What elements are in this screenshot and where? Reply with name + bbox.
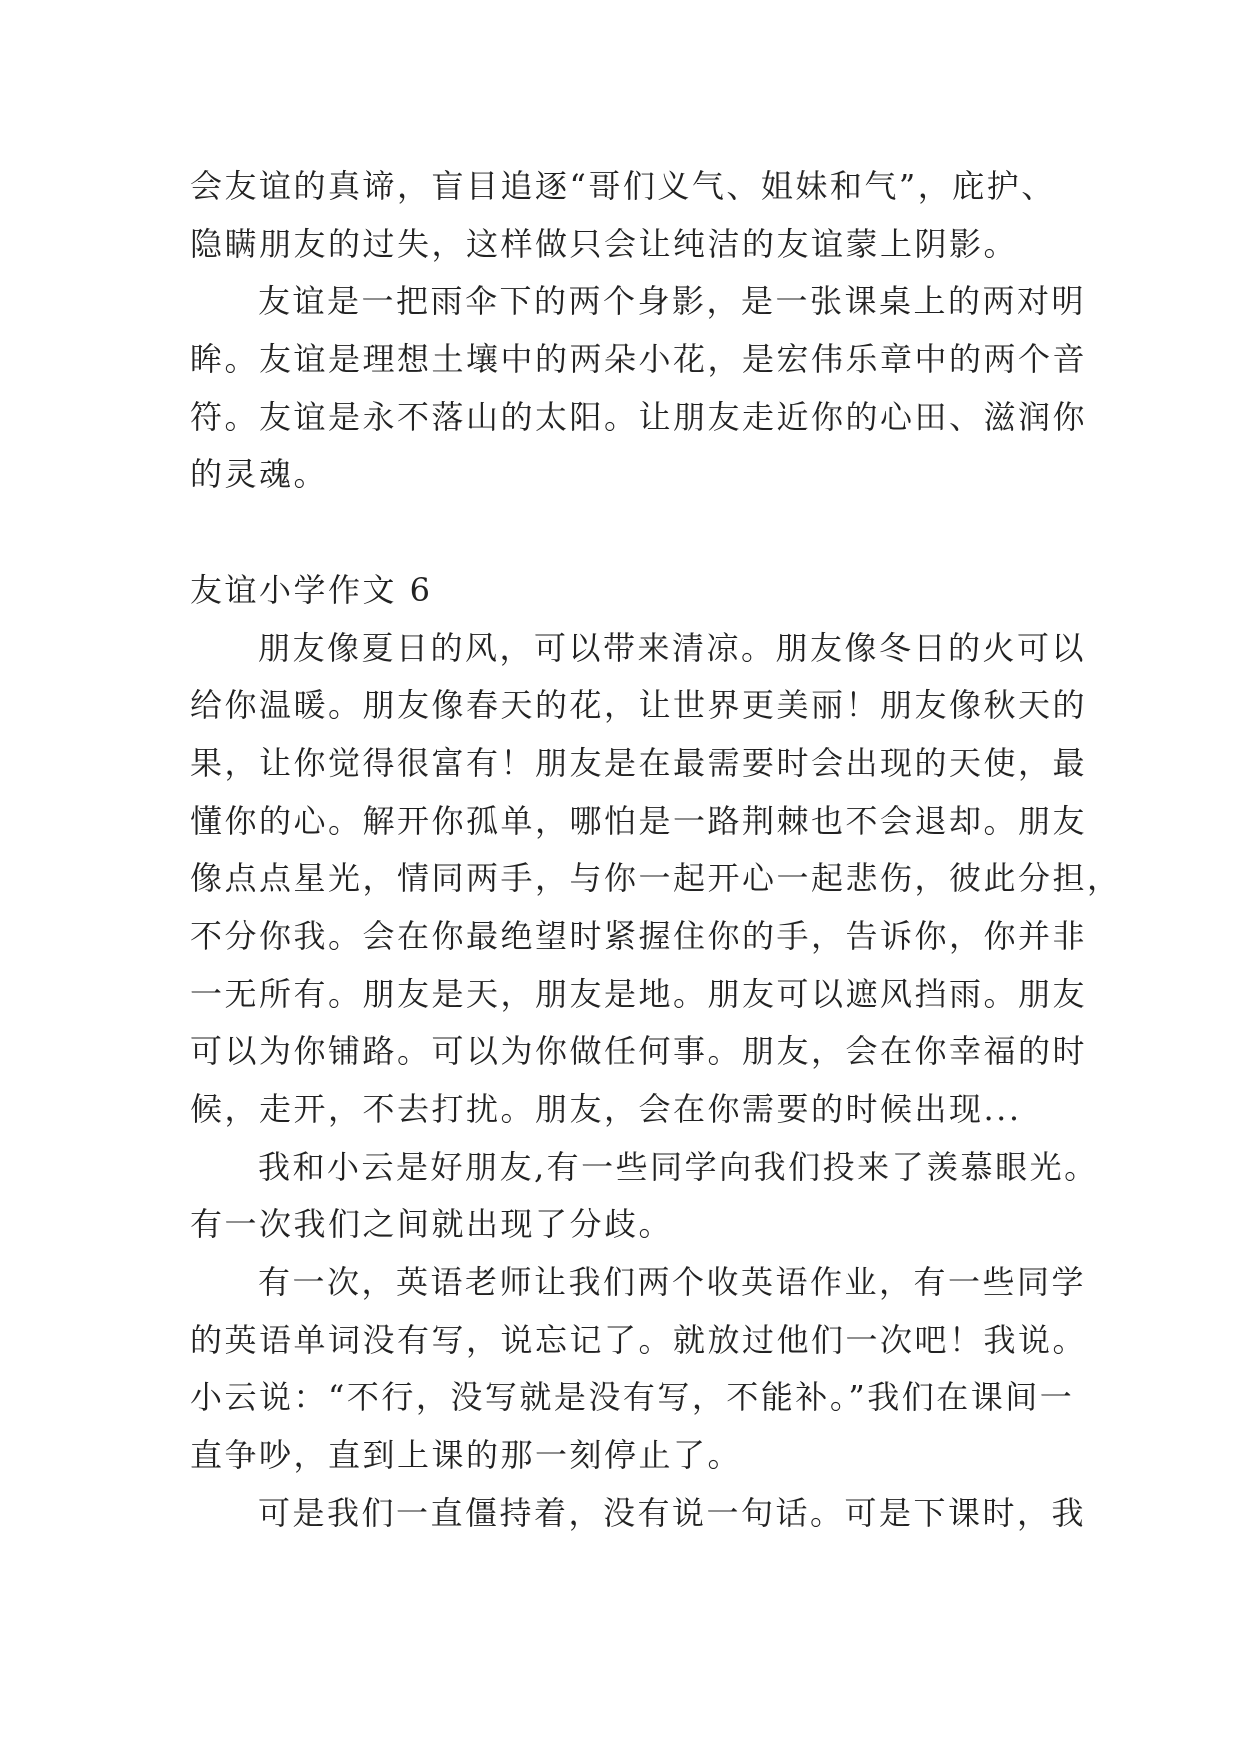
text-line: 像点点星光，情同两手，与你一起开心一起悲伤，彼此分担，	[190, 859, 1122, 898]
paragraph-start-line: 我和小云是好朋友,有一些同学向我们投来了羡慕眼光。	[258, 1147, 1099, 1186]
text-line: 候，走开，不去打扰。朋友，会在你需要的时候出现...	[190, 1090, 1022, 1128]
text-line: 果，让你觉得很富有！朋友是在最需要时会出现的天使，最	[190, 743, 1088, 782]
section-heading: 友谊小学作文 6	[190, 570, 433, 609]
paragraph-start-line: 有一次，英语老师让我们两个收英语作业，有一些同学	[258, 1263, 1087, 1302]
text-line: 懂你的心。解开你孤单，哪怕是一路荆棘也不会退却。朋友	[190, 801, 1088, 840]
document-body	[190, 158, 1122, 1543]
text-line: 眸。友谊是理想土壤中的两朵小花，是宏伟乐章中的两个音	[190, 340, 1088, 379]
text-line: 小云说：“不行，没写就是没有写，不能补。”我们在课间一	[190, 1378, 1075, 1417]
text-line: 符。友谊是永不落山的太阳。让朋友走近你的心田、滋润你	[190, 397, 1088, 436]
paragraph-start-line: 友谊是一把雨伞下的两个身影，是一张课桌上的两对明	[258, 282, 1087, 321]
text-line: 不分你我。会在你最绝望时紧握住你的手，告诉你，你并非	[190, 916, 1088, 955]
text-line: 会友谊的真谛，盲目追逐“哥们义气、姐妹和气”，庇护、	[190, 167, 1056, 205]
section-gap	[190, 504, 1070, 562]
text-line: 隐瞒朋友的过失，这样做只会让纯洁的友谊蒙上阴影。	[190, 224, 1019, 263]
text-line: 给你温暖。朋友像春天的花，让世界更美丽！朋友像秋天的	[190, 686, 1088, 725]
text-line: 可以为你铺路。可以为你做任何事。朋友，会在你幸福的时	[190, 1032, 1088, 1071]
paragraph-start-line: 可是我们一直僵持着，没有说一句话。可是下课时，我	[258, 1493, 1087, 1532]
paragraph-start-line: 朋友像夏日的风，可以带来清凉。朋友像冬日的火可以	[258, 628, 1087, 667]
text-line: 一无所有。朋友是天，朋友是地。朋友可以遮风挡雨。朋友	[190, 974, 1088, 1013]
text-line: 有一次我们之间就出现了分歧。	[190, 1205, 674, 1244]
text-line: 的灵魂。	[190, 455, 329, 494]
text-line: 直争吵，直到上课的那一刻停止了。	[190, 1436, 743, 1475]
text-line: 的英语单词没有写，说忘记了。就放过他们一次吧！我说。	[190, 1320, 1088, 1359]
